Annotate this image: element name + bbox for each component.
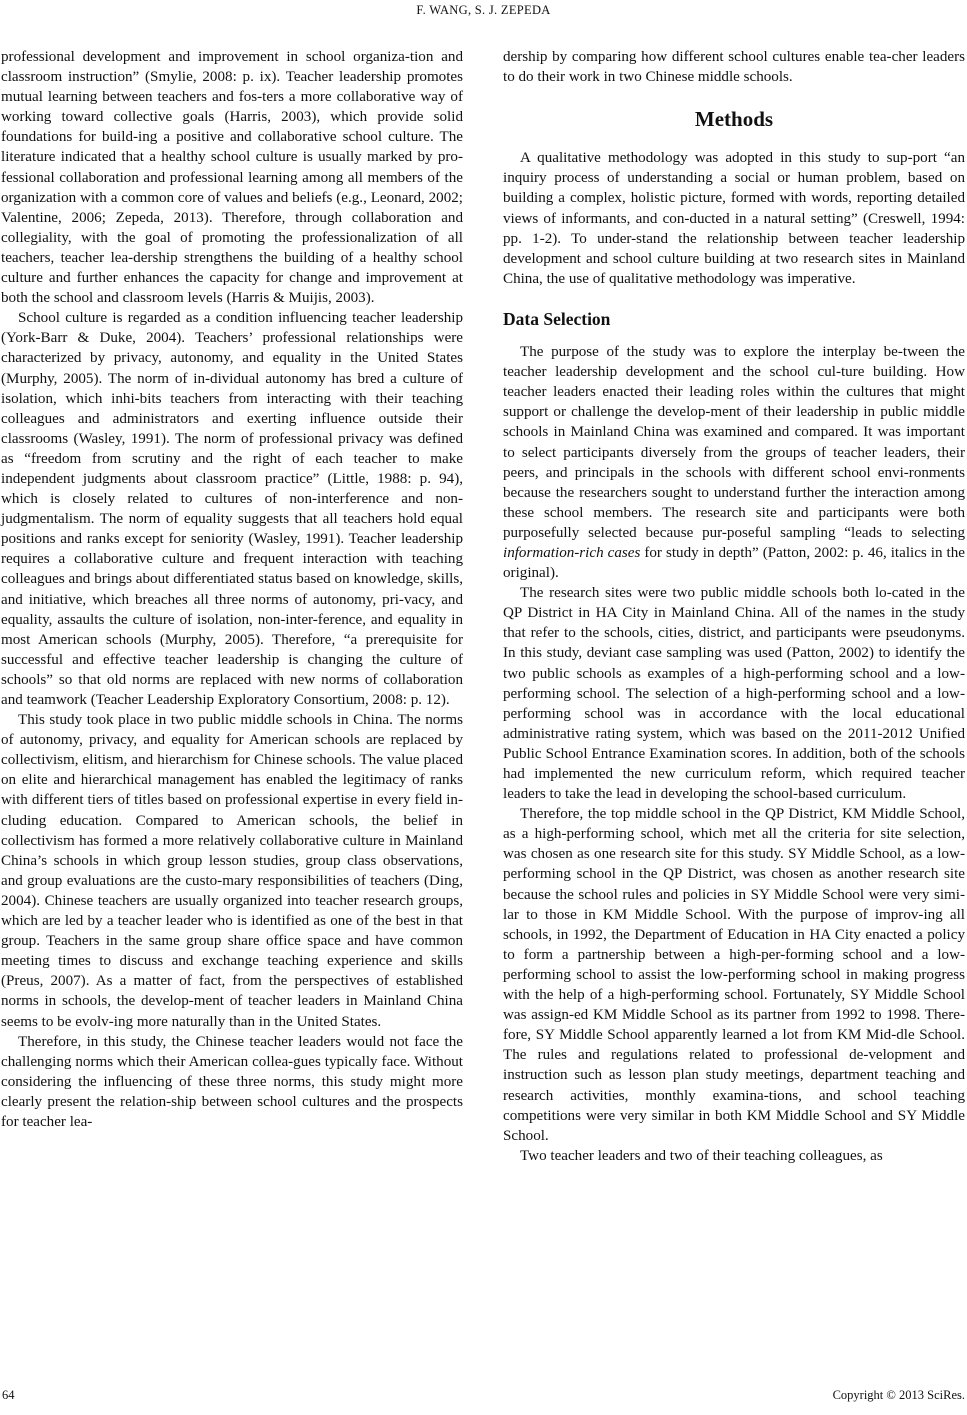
running-head: F. WANG, S. J. ZEPEDA <box>416 3 551 17</box>
body-paragraph: A qualitative methodology was adopted in this study to sup-port “an inquiry process of understanding a social or human problem, based on building a complex, holistic picture, formed with words, reporting detailed views of informants, and con-ducted in a natural setting” (Creswell, 1994: pp. 1-2). To under-stand the relationship between teacher leadership development and school culture building at two research sites in Mainland China, the use of qualitative methodology was imperative. <box>503 150 965 287</box>
body-paragraph: The research sites were two public middle schools both lo-cated in the QP District in HA City in Mainland China. All of the names in the study that refer to the schools, cities, district, and participants were pseudonyms. In this study, deviant case sampling was used (Patton, 2002) to identify the two public schools as examples of a high-performing school and a low-performing school. The selection of a high-performing school and a low-performing school was in accordance with the local educational administrative rating system, which was based on the 2011-2012 Unified Public School Entrance Examination scores. In addition, both of the schools had implemented the new curriculum reform, which required teacher leaders to take the lead in developing the school-based curriculum. <box>503 585 965 803</box>
body-paragraph: Two teacher leaders and two of their teaching colleagues, as <box>520 1147 883 1164</box>
left-column <box>1 47 463 1132</box>
copyright-notice: Copyright © 2013 SciRes. <box>832 1388 965 1402</box>
italic-text: information-rich cases <box>503 544 641 561</box>
body-paragraph: professional development and improvement in school organiza-tion and classroom instruction” (Smylie, 2008: p. ix). Teacher leadership promotes mutual learning between teachers and fos-ters a more collaborative way of working toward collective goals (Harris, 2003), which provide solid foundations for build-ing a positive and collaborative school culture. The literature indicated that a healthy school culture is usually marked by pro-fessional collaboration and professional learning among all members of the organization with a common core of values and beliefs (e.g., Leonard, 2002; Valentine, 2006; Zepeda, 2013). Therefore, through collaboration and collegiality, with the goal of promoting the professionalization of all teachers, teacher lea-dership strengthens the building of a healthy school culture and further enhances the capacity for change and improvement at both the school and classroom levels (Harris & Muijis, 2003). <box>1 49 463 307</box>
body-paragraph: Therefore, in this study, the Chinese teacher leaders would not face the challenging norms which their American collea-gues typically face. Without considering the influencing of these three norms, this study might more clearly present the relation-ship between school cultures and the prospects for teacher lea- <box>1 1033 463 1130</box>
body-paragraph: dership by comparing how different school cultures enable tea-cher leaders to do their work in two Chinese middle schools. <box>503 49 965 86</box>
body-paragraph: School culture is regarded as a condition influencing teacher leadership (York-Barr & Duke, 2004). Teachers’ professional relationships were characterized by privacy, autonomy, and equality in the United States (Murphy, 2005). The norm of in-dividual autonomy has bred a culture of isolation, which inhi-bits teachers from interacting with their teaching colleagues and administrators and exerting influence outside their classrooms (Wasley, 1991). The norm of professional privacy was defined as “freedom from scrutiny and the right of each teacher to make independent judgments about classroom practice” (Little, 1988: p. 94), which is closely related to cultures of non-interference and non-judgmentalism. The norm of equality suggests that all teachers hold equal positions and ranks except for seniority (Wasley, 1991). Teacher leadership requires a collaborative culture and frequent interaction with teaching colleagues and brings about differentiated status based on knowledge, skills, and initiative, which breaches all three norms of autonomy, pri-vacy, and equality, assaults the culture of isolation, non-inter-ference, and equality in most American schools (Murphy, 2005). Therefore, “a prerequisite for successful and effective teacher leadership is changing the culture of schools” so that old norms are replaced with new norms of collaboration and teamwork (Teacher Leadership Exploratory Consortium, 2008: p. 12). <box>1 310 463 708</box>
right-column <box>503 47 965 1166</box>
body-paragraph <box>503 342 965 583</box>
text-run: for study in depth” (Patton, 2002: p. 46, italics in the original). <box>503 544 965 582</box>
section-title-methods: Methods <box>694 107 774 132</box>
subsection-title-data-selection: Data Selection <box>503 308 611 329</box>
body-paragraph: Therefore, the top middle school in the QP District, KM Middle School, as a high-performing school, which met all the criteria for site selection, was chosen as one research site for this study. SY Middle School, as a low-performing school in the QP District, was chosen as another research site because the school rules and policies in SY Middle School were very simi-lar to those in KM Middle School. With the purpose of improv-ing all schools, in 1992, the Department of Education in HA City enacted a policy to form a partnership between a high-per-forming school and a low-performing school to assist the low-performing school in making progress with the help of a high-performing school. Fortunately, SY Middle School was assign-ed KM Middle School as its partner from 1992 to 1998. There-fore, SY Middle School apparently learned a lot from KM Mid-dle School. The rules and regulations related to professional de-velopment and instruction such as lesson plan study meetings, department teaching and research activities, monthly examina-tions, and school teaching competitions were very similar in both KM Middle School and SY Middle School. <box>503 806 965 1144</box>
text-run: The purpose of the study was to explore the interplay be-tween the teacher leadership development and the school cul-ture building. How teacher leaders enacted their leading roles within the cultures that might support or challenge the develop-ment of their leadership in public middle schools in Mainland China was examined and compared. It was important to select participants diversely from the groups of teacher leaders, their peers, and principals in the schools with different school envi-ronments because the researchers sought to understand further the interaction among these school members. The research site and participants were both purposefully selected because pur-poseful sampling “leads to selecting <box>503 344 965 541</box>
page-number: 64 <box>2 1388 15 1402</box>
body-paragraph: This study took place in two public middle schools in China. The norms of autonomy, privacy, and equality for American schools are replaced by collectivism, elitism, and hierarchism for Chinese schools. The value placed on elite and hierarchical management has enabled the legitimacy of ranks with different tiers of titles based on professional expertise in every field in-cluding education. Compared to American schools, the belief in collectivism has formed a more relatively collaborative culture in Mainland China’s schools in which group lesson studies, group class observations, and group evaluations are the custo-mary responsibilities of teachers (Ding, 2004). Chinese teachers are usually organized into teacher research groups, which are led by a teacher leader who is identified as one of the best in that group. Teachers in the same group share office space and have common meeting times to discuss and exchange teaching experience and skills (Preus, 2007). As a matter of fact, from the perspectives of established norms in schools, the develop-ment of teacher leaders in Mainland China seems to be evolv-ing more naturally than in the United States. <box>1 712 463 1030</box>
